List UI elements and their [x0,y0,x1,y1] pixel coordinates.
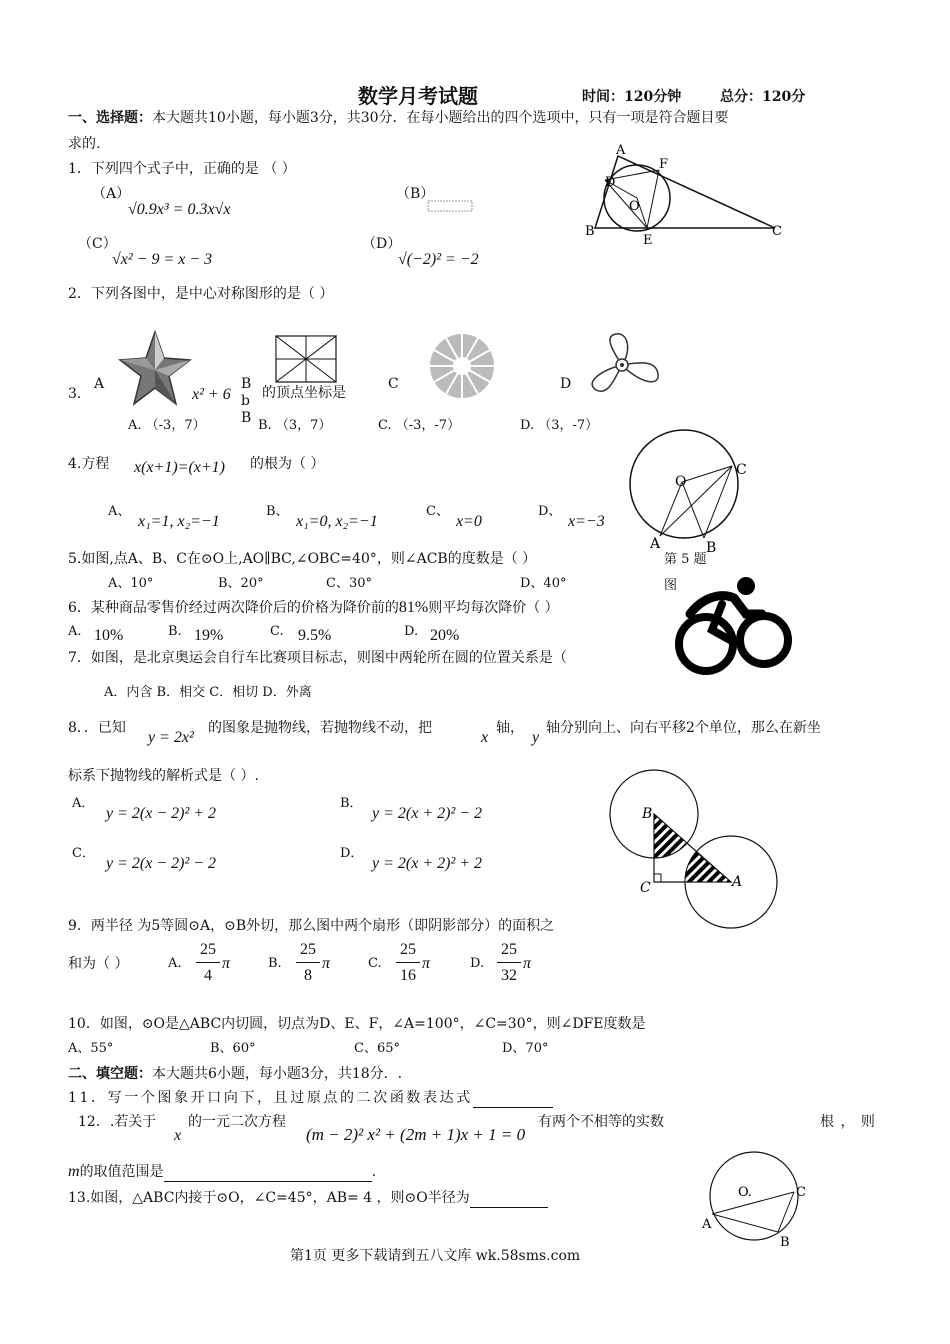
q5-fig-caption: 第 5 题 [664,552,707,567]
q6-c-val: 9.5% [298,627,332,644]
q13-answer-blank[interactable] [470,1193,548,1208]
q13-stem [68,1190,548,1208]
q1-stem: 1．下列四个式子中，正确的是 （ ） [68,161,296,177]
q13-label-O: O. [738,1185,753,1200]
page-title: 数学月考试题 [358,84,478,108]
section2-line [68,1066,402,1084]
q12-m: m [68,1163,80,1180]
section1-line2: 求的. [68,136,101,152]
q1-d-label: （D） [362,236,402,252]
q2-b-line-3: B [241,410,252,426]
q12-range-text: 的取值范围是 [79,1164,164,1180]
q5-stem: 5.如图,点A、B、C在⊙O上,AO∥BC,∠OBC=40°，则∠ACB的度数是（ ） [68,551,537,567]
q9-a-num: 25 [200,941,216,958]
q2-b-line-1: B [241,376,252,392]
q4-c-expr: x=0 [456,513,482,530]
q12-mid: 的一元二次方程 [188,1114,286,1130]
q6-pct: 81% [398,599,429,616]
fan-icon [582,330,664,400]
q9-d-den: 32 [501,967,517,984]
q8-pre: 8．．已知 [68,720,126,736]
q10-option-b: B、60° [210,1041,256,1056]
q3-option-d: D. （3，-7） [520,418,599,433]
q8-post: 轴分别向上、向右平移2个单位，那么在新坐 [546,720,821,736]
q1-b-label: （B） [396,186,435,202]
q8-b-label: B． [340,796,363,811]
q9-d-label: D. [470,956,485,971]
incircle-triangle-figure [585,140,795,248]
q2-stem: 2．下列各图中，是中心对称图形的是（ ） [68,286,334,302]
q7-stem: 7．如图，是北京奥运会自行车比赛项目标志，则图中两轮所在圆的位置关系是（ [68,650,567,666]
q8-c-label: C． [72,846,95,861]
q4-b-label: B、 [266,504,289,519]
q8-expr: y = 2x² [148,729,194,746]
q1-c-label: （C） [78,236,117,252]
q1-d-expr: √(−2)² = −2 [398,251,479,268]
q11-text: 11．写一个图象开口向下，且过原点的二次函数表达式 [68,1090,473,1106]
q8-b-expr: y = 2(x + 2)² − 2 [372,805,483,822]
q9-b-pi: π [322,955,331,972]
q8-a-expr: y = 2(x − 2)² + 2 [106,805,217,822]
q6-stem [68,598,559,618]
q4-post: 的根为（ ） [250,456,325,472]
section2-desc: 本大题共6小题，每小题3分，共18分．. [152,1066,403,1082]
q5-label-O: O [675,474,687,490]
q8-y: y [532,729,540,746]
q9-b-label: B. [268,956,282,971]
label-O: O [629,199,640,214]
q11-stem [68,1090,553,1108]
triangle-abc [595,156,775,228]
q12-end: . [371,1164,377,1180]
q1-c-expr: √x² − 9 = x − 3 [112,251,213,268]
q2-option-b [241,376,255,427]
q5-label-C: C [736,462,747,478]
q5-label-B: B [706,540,717,556]
q9-d-num: 25 [501,941,517,958]
q9-c-den: 16 [400,967,416,984]
q6-stem-post: 则平均每次降价（ ） [428,600,559,616]
q4-a-label: A、 [108,504,131,519]
q9-c-pi: π [422,955,431,972]
q3-option-b: B. （3，7） [258,418,332,433]
section1-desc: 本大题共10小题，每小题3分，共30分．在每小题给出的四个选项中，只有一项是符合题目要 [152,110,729,126]
q10-option-c: C、65° [354,1041,400,1056]
q12-x: x [174,1127,182,1144]
q4-expr: x(x+1)=(x+1) [134,459,226,476]
q2-option-d: D [560,376,572,392]
q4-d-label: D、 [538,504,562,519]
q10-option-d: D、70° [502,1041,549,1056]
q12-line2 [68,1162,376,1182]
q5-option-b: B、20° [218,576,264,591]
label-B: B [585,224,595,239]
q9-d-pi: π [523,955,532,972]
q4-c-label: C、 [426,504,449,519]
q9-line2: 和为（ ） [68,956,129,972]
q1-a-expr: √0.9x³ = 0.3x√x [128,201,231,218]
label-C: C [772,224,782,239]
q3-num: 3． [68,386,91,402]
q8-mid2: 轴， [496,720,524,736]
q9-b-fraction-bar [296,962,320,963]
q2-option-a: A [94,376,105,392]
star-icon [118,330,192,408]
cyclist-logo-icon [672,574,796,678]
q12-answer-blank[interactable] [164,1167,372,1182]
q5-option-d: D、40° [520,576,567,591]
q13-label-C: C [796,1185,806,1200]
exam-time: 时间：120分钟 [582,89,682,105]
q6-c-label: C. [270,624,284,639]
q3-stem: 的顶点坐标是 [262,385,346,401]
label-A: A [616,143,626,158]
q6-b-val: 19% [194,627,224,644]
label-D: D [605,175,616,190]
q8-d-label: D． [340,846,364,861]
q9-line1: 9．两半径 为5等圆⊙A，⊙B外切，那么图中两个扇形（即阴影部分）的面积之 [68,918,555,934]
section2-head: 二、填空题： [68,1066,152,1082]
q3-option-c: C. （-3，-7） [378,418,461,433]
q5-fig-caption-2: 图 [664,578,678,593]
q5-circle-figure [628,428,758,556]
q6-d-val: 20% [430,627,460,644]
q8-d-expr: y = 2(x + 2)² + 2 [372,855,483,872]
q1-b-garbled-expr [428,198,474,214]
q12-root: 根 ， 则 [820,1114,876,1130]
q9-c-num: 25 [400,941,416,958]
section1-line1 [68,110,729,128]
q9-c-label: C. [368,956,382,971]
q13-label-A: A [702,1217,712,1232]
q11-answer-blank[interactable] [473,1093,553,1108]
sunburst-icon [428,332,496,400]
q9-a-den: 4 [204,967,212,984]
q6-a-label: A. [68,624,82,639]
q9-b-den: 8 [304,967,312,984]
q6-stem-pre: 6．某种商品零售价经过两次降价后的价格为降价前的 [68,600,399,616]
q7-options: A．内含 B．相交 C．相切 D．外离 [104,685,312,700]
two-circles-figure [606,774,782,934]
section1-head: 一、选择题： [68,110,152,126]
q5-label-A: A [650,536,661,552]
q6-b-label: B. [168,624,182,639]
q9-c-fraction-bar [396,962,420,963]
q12-post: 有两个不相等的实数 [538,1114,664,1130]
q9-a-label: A. [168,956,182,971]
q10-stem: 10．如图，⊙O是△ABC内切圆，切点为D、E、F，∠A=100°，∠C=30°，则∠DFE度数是 [68,1016,646,1032]
page-footer: 第1页 更多下载请到五八文库 wk.58sms.com [290,1248,581,1264]
label-E: E [643,233,653,248]
exam-total: 总分：120分 [720,89,806,105]
q9-d-fraction-bar [497,962,521,963]
q3-expr-fragment: x² + 6 [192,386,231,403]
q10-option-a: A、55° [68,1041,114,1056]
q6-a-val: 10% [94,627,124,644]
q9-label-B: B [642,806,653,822]
q8-x: x [481,729,489,746]
label-F: F [659,157,669,172]
q4-a-expr: x₁=1, x₂=−1 [138,513,220,530]
q12-expr: (m − 2)² x² + (2m + 1)x + 1 = 0 [306,1125,526,1144]
q2-b-line-2: b [241,393,250,409]
q8-mid: 的图象是抛物线，若抛物线不动，把 [208,720,432,736]
q9-a-fraction-bar [196,962,220,963]
q6-d-label: D. [404,624,419,639]
q4-pre: 4.方程 [68,456,110,472]
q1-a-label: （A） [92,186,131,202]
q4-d-expr: x=−3 [568,513,605,530]
q5-option-c: C、30° [326,576,372,591]
q9-a-pi: π [222,955,231,972]
q12-pre: 12．.若关于 [78,1114,157,1130]
q8-a-label: A． [72,796,95,811]
q13-label-B: B [780,1235,790,1250]
q13-circle-figure [702,1150,812,1250]
q8-line2: 标系下抛物线的解析式是（ ）. [68,768,259,784]
q9-label-C: C [640,880,651,896]
pinwheel-icon [274,334,338,384]
q9-label-A: A [732,874,743,890]
q13-text: 13.如图，△ABC内接于⊙O，∠C=45°，AB= 4 ，则⊙O半径为 [68,1190,470,1206]
q9-b-num: 25 [300,941,316,958]
q8-c-expr: y = 2(x − 2)² − 2 [106,855,217,872]
q3-option-a: A. （-3，7） [128,418,206,433]
q2-option-c: C [388,376,399,392]
q4-b-expr: x₁=0, x₂=−1 [296,513,378,530]
q5-option-a: A、10° [108,576,154,591]
